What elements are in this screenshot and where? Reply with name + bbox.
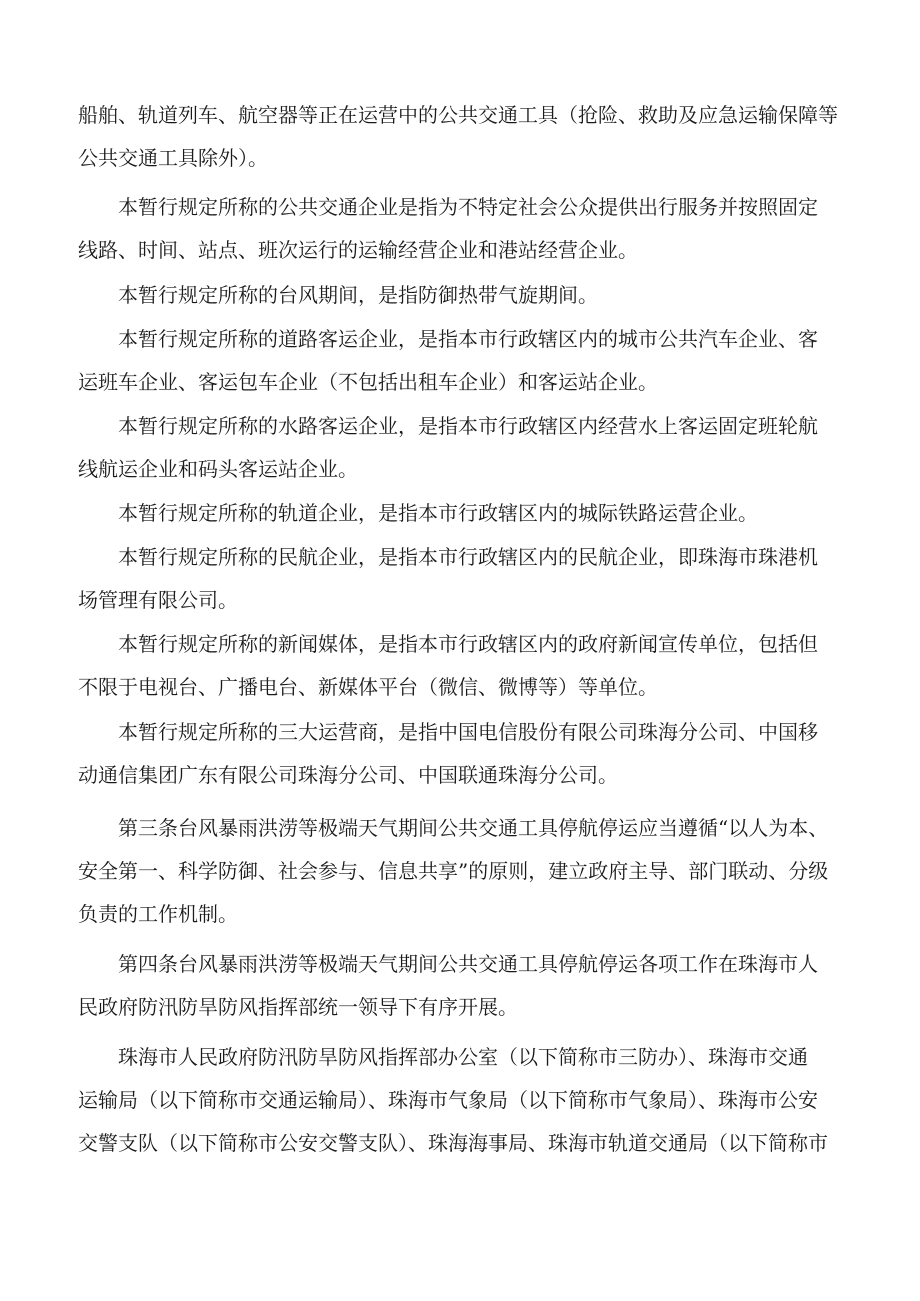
paragraph-three-operators (78, 711, 838, 797)
paragraph-continuation (78, 94, 838, 180)
text-line: 不限于电视台、广播电台、新媒体平台（微信、微博等）等单位。 (78, 675, 658, 699)
text-line: 本暂行规定所称的台风期间，是指防御热带气旋期间。 (118, 283, 598, 307)
paragraph-public-transport-enterprise (78, 186, 838, 272)
text-line: 本暂行规定所称的轨道企业，是指本市行政辖区内的城际铁路运营企业。 (118, 501, 758, 525)
text-line: 负责的工作机制。 (78, 902, 238, 926)
text-line: 本暂行规定所称的道路客运企业，是指本市行政辖区内的城市公共汽车企业、客 (118, 327, 818, 351)
text-line: 运输局（以下简称市交通运输局）、珠海市气象局（以下简称市气象局）、珠海市公安 (78, 1088, 818, 1112)
text-line: 本暂行规定所称的水路客运企业，是指本市行政辖区内经营水上客运固定班轮航 (118, 414, 818, 438)
text-line: 公共交通工具除外）。 (78, 146, 268, 170)
text-line: 本暂行规定所称的公共交通企业是指为不特定社会公众提供出行服务并按照固定 (118, 195, 818, 219)
text-line: 线航运企业和码头客运站企业。 (78, 457, 358, 481)
text-line: 第四条台风暴雨洪涝等极端天气期间公共交通工具停航停运各项工作在珠海市人 (118, 952, 818, 976)
text-line: 交警支队（以下简称市公安交警支队）、珠海海事局、珠海市轨道交通局（以下简称市 (78, 1131, 828, 1155)
paragraph-typhoon-period (78, 274, 838, 317)
text-line: 本暂行规定所称的三大运营商，是指中国电信股份有限公司珠海分公司、中国移 (118, 720, 818, 744)
text-line: 动通信集团广东有限公司珠海分公司、中国联通珠海分公司。 (78, 763, 618, 787)
text-line: 场管理有限公司。 (78, 588, 238, 612)
paragraph-rail-enterprise (78, 492, 838, 535)
text-line: 民政府防汛防旱防风指挥部统一领导下有序开展。 (78, 995, 518, 1019)
text-line: 本暂行规定所称的民航企业，是指本市行政辖区内的民航企业，即珠海市珠港机 (118, 545, 818, 569)
text-line: 线路、时间、站点、班次运行的运输经营企业和港站经营企业。 (78, 238, 638, 262)
text-line: 本暂行规定所称的新闻媒体，是指本市行政辖区内的政府新闻宣传单位，包括但 (118, 632, 818, 656)
article-four (78, 943, 838, 1029)
paragraph-responsible-departments (78, 1036, 838, 1165)
text-line: 安全第一、科学防御、社会参与、信息共享”的原则，建立政府主导、部门联动、分级 (78, 859, 829, 883)
text-line: 船舶、轨道列车、航空器等正在运营中的公共交通工具（抢险、救助及应急运输保障等 (78, 103, 838, 127)
paragraph-road-passenger (78, 318, 838, 404)
text-line: 珠海市人民政府防汛防旱防风指挥部办公室（以下简称市三防办）、珠海市交通 (118, 1045, 808, 1069)
article-three (78, 807, 838, 936)
paragraph-waterway-passenger (78, 405, 838, 491)
text-line: 第三条台风暴雨洪涝等极端天气期间公共交通工具停航停运应当遵循“以人为本、 (118, 816, 829, 840)
paragraph-news-media (78, 623, 838, 709)
text-line: 运班车企业、客运包车企业（不包括出租车企业）和客运站企业。 (78, 370, 658, 394)
paragraph-civil-aviation (78, 536, 838, 622)
